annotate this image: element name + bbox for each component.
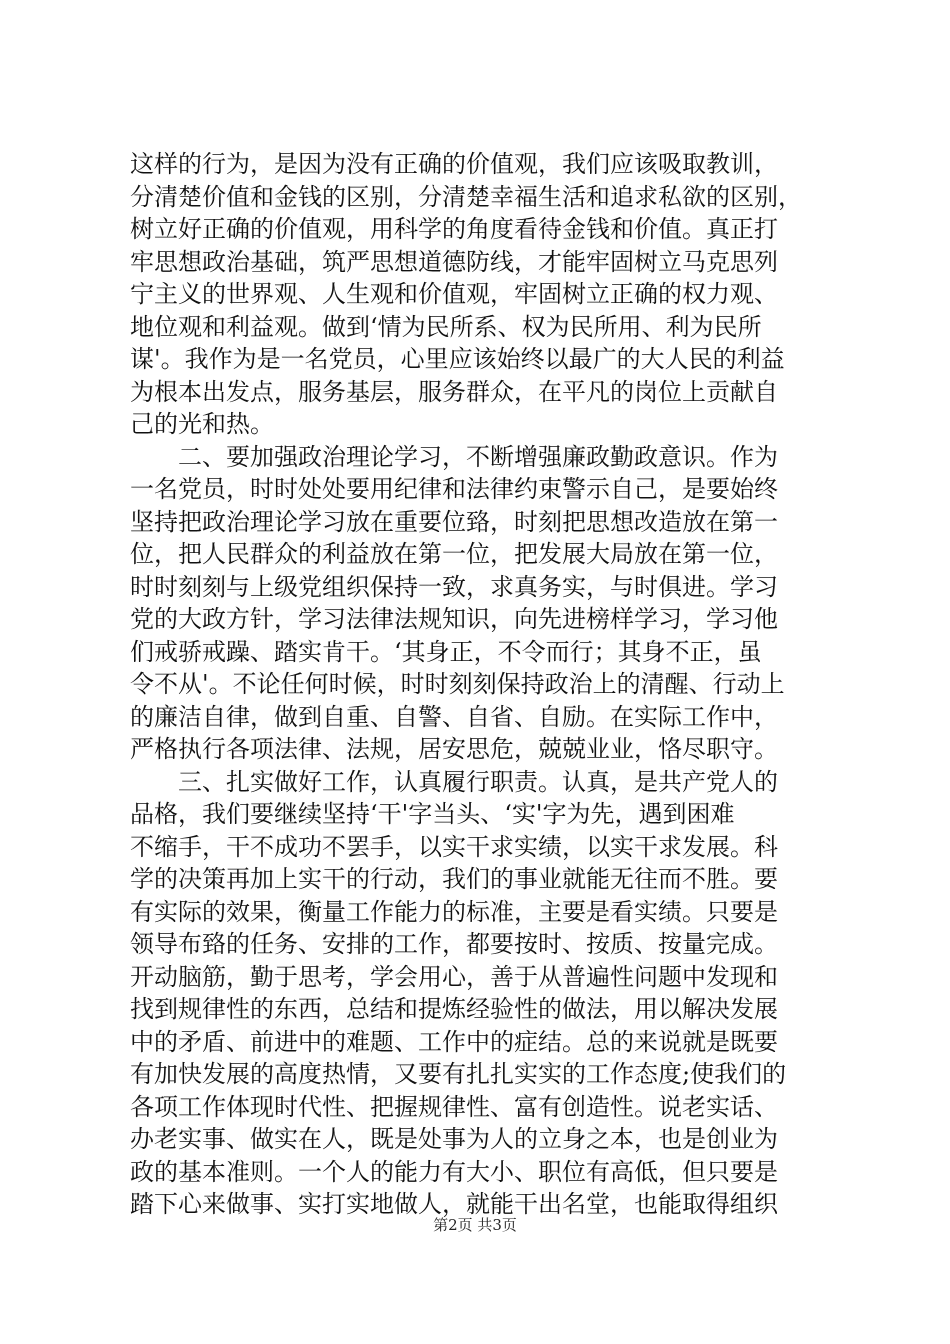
text-line: 时时刻刻与上级党组织保持一致，求真务实，与时俱进。学习 (130, 572, 778, 601)
text-line: 宁主义的世界观、人生观和价值观，牢固树立正确的权力观、 (130, 280, 778, 308)
section-heading-line: 三、扎实做好工作，认真履行职责。认真，是共产党人的 (178, 767, 778, 796)
text-line: 己的光和热。 (130, 410, 274, 438)
text-line: 地位观和利益观。做到‘情为民所系、权为民所用、利为民所 (130, 312, 762, 341)
text-line: 有加快发展的高度热情，又要有扎扎实实的工作态度;使我们的 (130, 1060, 787, 1088)
text-line: 党的大政方针，学习法律法规知识，向先进榜样学习，学习他 (130, 605, 778, 633)
text-line: 们戒骄戒躁、踏实肯干。‘其身正，不令而行；其身不正，虽 (130, 637, 762, 666)
text-line: 严格执行各项法律、法规，居安思危，兢兢业业，恪尽职守。 (130, 735, 778, 763)
text-line: 开动脑筋，勤于思考，学会用心，善于从普遍性问题中发现和 (130, 962, 778, 991)
text-line: 学的决策再加上实干的行动，我们的事业就能无往而不胜。要 (130, 865, 778, 893)
document-body (130, 148, 830, 1221)
text-line: 一名党员，时时处处要用纪律和法律约束警示自己，是要始终 (130, 475, 778, 503)
text-line: 牢思想政治基础，筑严思想道德防线，才能牢固树立马克思列 (130, 247, 778, 276)
text-line: 品格，我们要继续坚持‘干'字当头、‘实'字为先，遇到困难 (130, 800, 735, 828)
text-line: 这样的行为，是因为没有正确的价值观，我们应该吸取教训， (130, 150, 778, 178)
text-line: 领导布臵的任务、安排的工作，都要按时、按质、按量完成。 (130, 930, 778, 958)
text-line: 办老实事、做实在人，既是处事为人的立身之本，也是创业为 (130, 1125, 778, 1153)
text-line: 令不从'。不论任何时候，时时刻刻保持政治上的清醒、行动上 (130, 670, 785, 698)
text-line: 分清楚价值和金钱的区别，分清楚幸福生活和追求私欲的区别， (130, 182, 802, 211)
text-line: 有实际的效果，衡量工作能力的标准，主要是看实绩。只要是 (130, 897, 778, 926)
text-line: 坚持把政治理论学习放在重要位臵，时刻把思想改造放在第一 (130, 507, 778, 536)
text-line: 谋'。我作为是一名党员，心里应该始终以最广的大人民的利益 (130, 345, 785, 373)
text-line: 树立好正确的价值观，用科学的角度看待金钱和价值。真正打 (130, 215, 778, 243)
text-line: 位，把人民群众的利益放在第一位，把发展大局放在第一位， (130, 540, 778, 568)
text-line: 不缩手，干不成功不罢手，以实干求实绩，以实干求发展。科 (130, 832, 778, 861)
text-line: 为根本出发点，服务基层，服务群众，在平凡的岗位上贡献自 (130, 377, 778, 406)
section-heading-line: 二、要加强政治理论学习，不断增强廉政勤政意识。作为 (178, 442, 778, 471)
text-line: 找到规律性的东西，总结和提炼经验性的做法，用以解决发展 (130, 995, 778, 1023)
text-line: 政的基本准则。一个人的能力有大小、职位有高低，但只要是 (130, 1157, 778, 1186)
text-line: 的廉洁自律，做到自重、自警、自省、自励。在实际工作中， (130, 702, 778, 731)
text-line: 踏下心来做事、实打实地做人，就能干出名堂，也能取得组织 (130, 1190, 778, 1218)
text-line: 中的矛盾、前进中的难题、工作中的症结。总的来说就是既要 (130, 1027, 778, 1056)
page-number-footer: 第2页 共3页 (433, 1216, 517, 1234)
text-line: 各项工作体现时代性、把握规律性、富有创造性。说老实话、 (130, 1092, 778, 1121)
